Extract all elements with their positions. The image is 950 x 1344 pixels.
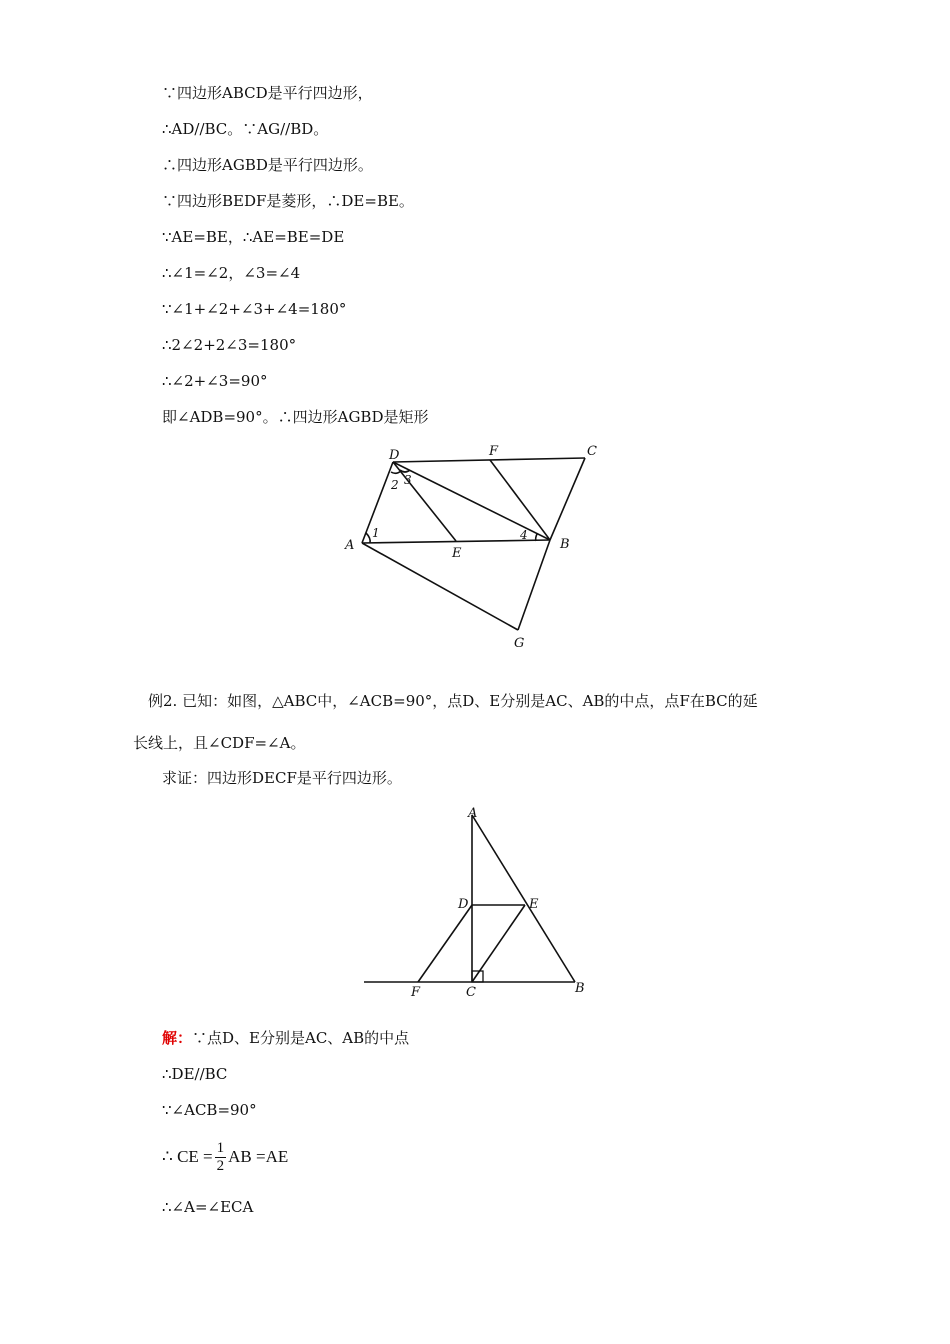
angle-arc-2 <box>391 471 401 473</box>
proof1-line-10: 即∠ADB=90°。∴四边形AGBD是矩形 <box>162 408 429 426</box>
line-CB <box>550 458 585 540</box>
fraction-denominator: 2 <box>216 1157 225 1174</box>
label-E: E <box>529 897 539 912</box>
proof1-line-3: ∴四边形AGBD是平行四边形。 <box>162 156 373 174</box>
label-B: B <box>575 981 585 996</box>
solution-line-3: ∵∠ACB=90° <box>162 1101 257 1119</box>
angle-arc-3 <box>400 470 410 472</box>
label-C: C <box>466 985 476 1000</box>
label-angle-1: 1 <box>372 526 380 540</box>
solution-line-1 <box>162 1028 409 1048</box>
line-BG <box>518 540 550 630</box>
solution-line-4-rhs: AB =AE <box>228 1147 289 1166</box>
line-AG <box>362 543 518 630</box>
label-C: C <box>587 444 597 459</box>
fraction-numerator: 1 <box>216 1139 225 1156</box>
line-AB <box>472 815 575 982</box>
solution-prefix: 解： <box>162 1029 193 1047</box>
angle-arc-1 <box>366 533 370 543</box>
solution-line-2: ∴DE//BC <box>162 1065 228 1083</box>
proof1-line-6: ∴∠1=∠2，∠3=∠4 <box>162 264 301 282</box>
solution-line-1-text: ∵点D、E分别是AC、AB的中点 <box>192 1029 410 1047</box>
example-2-prove: 求证：四边形DECF是平行四边形。 <box>162 769 402 787</box>
proof1-line-1: ∵四边形ABCD是平行四边形， <box>162 84 373 102</box>
proof1-line-9: ∴∠2+∠3=90° <box>162 372 268 390</box>
example-2-line-2: 长线上，且∠CDF=∠A。 <box>133 734 306 752</box>
fraction-one-half <box>215 1140 227 1175</box>
label-angle-2: 2 <box>391 478 399 492</box>
figure-1-parallelogram-diagram <box>330 435 620 655</box>
label-A: A <box>345 538 355 553</box>
label-E: E <box>452 546 462 561</box>
solution-line-4-lhs: ∴ CE = <box>162 1147 213 1166</box>
solution-line-5: ∴∠A=∠ECA <box>162 1198 254 1216</box>
label-angle-3: 3 <box>404 473 412 487</box>
label-F: F <box>489 444 499 459</box>
label-angle-4: 4 <box>520 528 528 542</box>
proof1-line-2: ∴AD//BC。∵AG//BD。 <box>162 120 329 138</box>
label-B: B <box>560 537 570 552</box>
proof1-line-5: ∵AE=BE，∴AE=BE=DE <box>162 228 345 246</box>
line-DF <box>418 905 472 982</box>
proof1-line-7: ∵∠1+∠2+∠3+∠4=180° <box>162 300 347 318</box>
label-D: D <box>458 897 469 912</box>
solution-line-4 <box>162 1138 288 1176</box>
label-D: D <box>389 448 400 463</box>
label-F: F <box>411 985 421 1000</box>
proof1-line-8: ∴2∠2+2∠3=180° <box>162 336 297 354</box>
example-2-line-1: 例2. 已知：如图，△ABC中，∠ACB=90°，点D、E分别是AC、AB的中点，点F在BC的延 <box>148 692 758 710</box>
line-DE <box>393 462 456 541</box>
label-A: A <box>468 806 478 821</box>
proof1-line-4: ∵四边形BEDF是菱形，∴DE=BE。 <box>162 192 414 210</box>
figure-2-triangle-diagram <box>355 800 595 1005</box>
label-G: G <box>514 636 525 651</box>
